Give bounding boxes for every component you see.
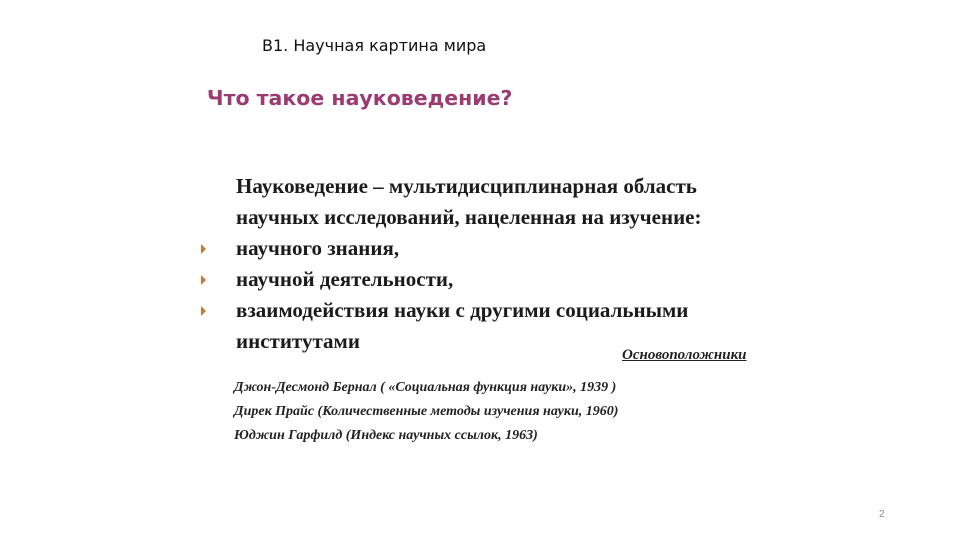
founders-list xyxy=(234,376,618,448)
bullet-arrow-icon xyxy=(201,244,206,254)
page-number: 2 xyxy=(879,509,885,520)
bullet-text: взаимодействия науки с другими социальными xyxy=(236,298,689,322)
bullet-text: научного знания, xyxy=(236,236,400,260)
bullet-arrow-icon xyxy=(201,275,206,285)
bullet-continuation: институтами xyxy=(236,329,360,353)
bullet-item-activity xyxy=(236,264,776,295)
bullet-text: научной деятельности, xyxy=(236,267,454,291)
founder-price: Дирек Прайс (Количественные методы изучения науки, 1960) xyxy=(234,404,619,419)
definition-line-2: научных исследований, нацеленная на изучение: xyxy=(236,205,702,229)
founder-bernal: Джон-Десмонд Бернал ( «Социальная функция науки», 1939 ) xyxy=(234,380,617,395)
bullet-item-interaction xyxy=(236,295,776,326)
slide-question-heading: Что такое науковедение? xyxy=(207,86,513,110)
founders-heading: Основоположники xyxy=(622,347,747,363)
definition-block xyxy=(236,171,776,357)
slide-header-title: В1. Научная картина мира xyxy=(262,36,487,55)
founder-garfield: Юджин Гарфилд (Индекс научных ссылок, 1963) xyxy=(234,428,538,443)
bullet-item-knowledge xyxy=(236,233,776,264)
bullet-arrow-icon xyxy=(201,306,206,316)
definition-line-1: Науковедение – мультидисциплинарная область xyxy=(236,174,697,198)
